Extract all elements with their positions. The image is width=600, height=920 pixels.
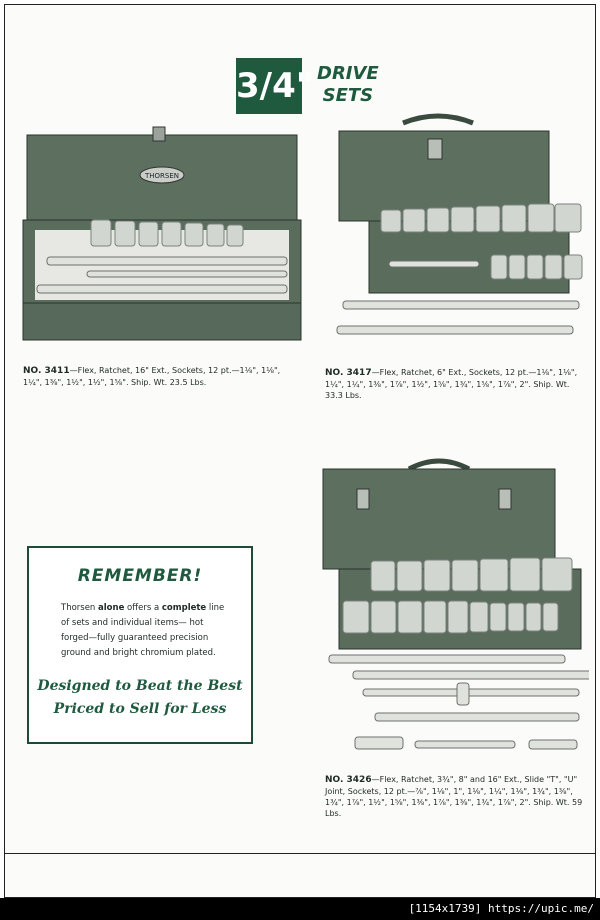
title-line-sets: SETS (322, 85, 374, 106)
set-3426-description: —Flex, Ratchet, 3¾", 8" and 16" Ext., Slide "T", "U" Joint, Sockets, 12 pt.—⅞", 1⅛", 1", 1⅛", 1¼", 1⅛", 1¾", 1⅜", 1¾", 1⅞", 1½", 1⅝", 1⅜", 1⅞", 1⅜", 1¾", 1⅞", 2". Ship. Wt. 59 Lbs. (325, 775, 583, 818)
set-3411-caption (23, 365, 293, 388)
set-3417-image (323, 113, 591, 348)
remember-body (61, 601, 226, 661)
bottom-divider (5, 853, 595, 854)
set-3426-caption (325, 774, 589, 819)
remember-body-pre: Thorsen (61, 603, 99, 613)
set-3426-image (319, 457, 589, 769)
title-line-drive: DRIVE (317, 63, 379, 84)
svg-text:THORSEN: THORSEN (144, 172, 180, 180)
title-size-badge: 3/4" (236, 58, 302, 114)
remember-body-mid: offers a (124, 603, 162, 613)
remember-box (27, 546, 253, 744)
slogan-line-1: Designed to Beat the Best (37, 678, 243, 694)
set-3426-number: NO. 3426 (325, 775, 372, 785)
set-3417-description: —Flex, Ratchet, 6" Ext., Sockets, 12 pt.—1⅛", 1⅛", 1¼", 1¼", 1⅜", 1⅞", 1½", 1⅝", 1¾", 1⅝", 1⅞", 2". Ship. Wt. 33.3 Lbs. (325, 368, 578, 400)
catalog-page (4, 4, 596, 898)
remember-body-bold-complete: complete (161, 603, 207, 613)
title-drive-sets (317, 63, 379, 107)
set-3411-description: —Flex, Ratchet, 16" Ext., Sockets, 12 pt.—1⅛", 1⅛", 1¼", 1⅜", 1½", 1½", 1⅝". Ship. Wt. 23.5 Lbs. (23, 366, 281, 387)
set-3411-number: NO. 3411 (23, 366, 70, 376)
set-3417-number: NO. 3417 (325, 368, 372, 378)
remember-slogan (29, 675, 251, 721)
remember-body-post: line of sets and individual items— hot forged—fully guaranteed precision ground and bright chromium plated. (61, 603, 225, 658)
remember-body-bold-alone: alone (98, 603, 125, 613)
remember-heading: REMEMBER! (77, 566, 203, 586)
image-host-footer: [1154x1739] https://upic.me/ (0, 898, 600, 920)
set-3417-caption (325, 367, 587, 401)
set-3411-image (17, 125, 305, 345)
slogan-line-2: Priced to Sell for Less (53, 701, 227, 717)
